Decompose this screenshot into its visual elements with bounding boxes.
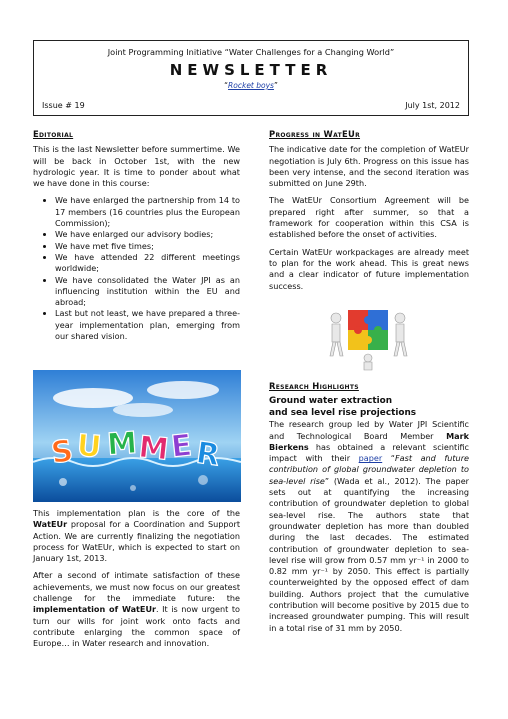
editorial-intro: This is the last Newsletter before summertime. We will be back in October 1st, with the new hydrologic year. It is time to ponder about what we have done in this course: bbox=[33, 144, 240, 189]
svg-text:U: U bbox=[75, 428, 103, 466]
rocket-boys-link[interactable]: Rocket boys bbox=[228, 81, 274, 90]
research-paragraph: The research group led by Water JPI Scientific and Technological Board Member Mark Bierkens has obtained a relevant scientific impact with their paper “Fast and future contribution of global groundwater depletion to sea-level rise” (Wada et al., 2012). The paper sets out at quantifying the increasing contribution of groundwater depletion to global sea-level rise. The authors state that groundwater depletion has more than doubled during the last decades. The estimated contribution of groundwater depletion to sea-level rise will grow from 0.57 mm yr⁻¹ in 2000 to 0.82 mm yr⁻¹ by 2050. This effect is partially counterweighted by the opposed effect of dam building. Authors project that the cumulative contribution will become positive by 2015 due to increased groundwater pumping. This will result in a total rise of 31 mm by 2050. bbox=[269, 419, 470, 633]
list-item: • We have enlarged the partnership from 14 to 17 members (16 countries plus the European Commission); bbox=[55, 195, 240, 229]
progress-paragraph-2: The WatEUr Consortium Agreement will be prepared right after summer, so that a framework for cooperation within this CSA is established before the onset of activities. bbox=[269, 195, 469, 240]
progress-paragraph-1: The indicative date for the completion of WatEUr negotiation is July 6th. Progress on this issue has been very intense, and the second iteration was submitted on June 29th. bbox=[269, 144, 469, 189]
initiative-line: Joint Programming Initiative “Water Challenges for a Changing World” bbox=[107, 47, 395, 57]
progress-heading: Progress in WatEUr bbox=[269, 129, 361, 139]
list-item: • We have met five times; bbox=[55, 241, 240, 252]
svg-text:M: M bbox=[105, 425, 139, 463]
list-item: • Last but not least, we have prepared a three-year implementation plan, emerging from our shared vision. bbox=[55, 308, 240, 342]
newsletter-title: NEWSLETTER bbox=[169, 61, 333, 79]
puzzle-people-image bbox=[326, 302, 410, 372]
challenge-paragraph: After a second of intimate satisfaction of these achievements, we must now focus on our greatest challenge for the immediate future: the implementation of WatEUr. It is now urgent to turn our wills for joint work onto facts and contribute enlarging the common space of Europe… in Water research and innovation. bbox=[33, 570, 240, 649]
progress-paragraph-3: Certain WatEUr workpackages are already meet to plan for the work ahead. This is great news and a clear indicator of future implementation success. bbox=[269, 246, 469, 291]
list-item: • We have enlarged our advisory bodies; bbox=[55, 229, 240, 240]
puzzle-illustration bbox=[326, 302, 410, 372]
progress-column bbox=[269, 129, 469, 298]
paper-link[interactable]: paper bbox=[358, 453, 383, 464]
issue-date: July 1st, 2012 bbox=[405, 101, 460, 110]
editorial-continued bbox=[33, 508, 240, 656]
summer-illustration bbox=[33, 370, 241, 502]
svg-text:M: M bbox=[136, 429, 171, 468]
summer-image bbox=[33, 370, 241, 502]
newsletter-header bbox=[33, 40, 469, 116]
list-item: • We have consolidated the Water JPI as an influencing institution within the EU and abroad; bbox=[55, 275, 240, 309]
list-item: • We have attended 22 different meetings worldwide; bbox=[55, 252, 240, 275]
research-heading: Research Highlights bbox=[269, 381, 359, 391]
implementation-paragraph: This implementation plan is the core of the WatEUr proposal for a Coordination and Support Action. We are currently finalizing the negotiation process for WatEUr, which is expected to start on January 1st, 2013. bbox=[33, 508, 240, 564]
svg-text:E: E bbox=[169, 427, 194, 465]
research-column bbox=[269, 381, 469, 640]
achievements-list bbox=[33, 195, 240, 342]
editorial-column bbox=[33, 129, 240, 348]
svg-text:S: S bbox=[49, 433, 76, 472]
issue-subtitle: “Rocket boys” bbox=[224, 81, 278, 90]
issue-number: Issue # 19 bbox=[42, 101, 85, 110]
researcher-name: Mark Bierkens bbox=[269, 430, 469, 452]
editorial-heading: Editorial bbox=[33, 129, 74, 139]
research-subheading: Ground water extraction and sea level rise projections bbox=[269, 396, 417, 418]
paper-title: Fast and future contribution of global groundwater depletion to sea-level rise bbox=[269, 453, 469, 486]
svg-text:R: R bbox=[194, 435, 222, 474]
